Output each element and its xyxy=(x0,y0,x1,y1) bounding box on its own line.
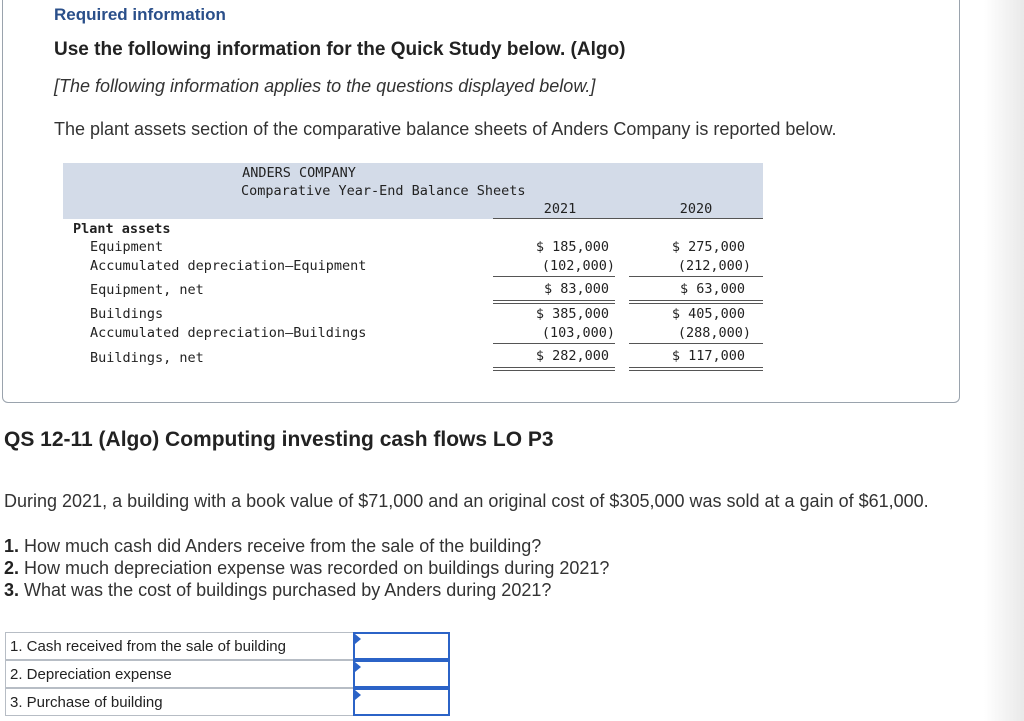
row-label: Accumulated depreciation—Equipment xyxy=(90,258,367,274)
row-value-2021: (102,000) xyxy=(541,258,615,274)
question-number: 2. xyxy=(4,558,20,578)
row-value-2021: $ 385,000 xyxy=(535,306,609,322)
subtotal-rule xyxy=(629,343,763,344)
total-rule xyxy=(629,370,763,371)
company-name: ANDERS COMPANY xyxy=(242,165,356,181)
input-marker-icon xyxy=(355,662,361,672)
question-text: How much depreciation expense was recorded on buildings during 2021? xyxy=(24,558,610,578)
subtotal-rule xyxy=(629,276,763,277)
total-rule xyxy=(493,300,615,301)
applies-note: [The following information applies to the questions displayed below.] xyxy=(54,76,596,96)
question-number: 3. xyxy=(4,580,20,600)
row-value-2020: (288,000) xyxy=(677,325,751,341)
input-marker-icon xyxy=(355,634,361,644)
total-rule xyxy=(493,370,615,371)
row-value-2020: $ 275,000 xyxy=(671,239,745,255)
answer-label: 3. Purchase of building xyxy=(5,688,353,716)
answer-label: 2. Depreciation expense xyxy=(5,660,353,688)
subtotal-rule xyxy=(493,276,615,277)
question-text: How much cash did Anders receive from the sale of the building? xyxy=(24,536,542,556)
question-title: QS 12-11 (Algo) Computing investing cash flows LO P3 xyxy=(4,428,554,451)
year-2020-header: 2020 xyxy=(679,201,713,217)
purchase-of-building-input[interactable] xyxy=(353,688,450,716)
row-value-2020: $ 117,000 xyxy=(671,348,745,364)
row-value-2021: (103,000) xyxy=(541,325,615,341)
answer-row xyxy=(5,688,450,716)
subtotal-rule xyxy=(493,343,615,344)
row-label: Buildings, net xyxy=(90,350,204,366)
row-label: Buildings xyxy=(90,306,164,322)
intro-text: The plant assets section of the comparative balance sheets of Anders Company is reported below. xyxy=(54,119,837,139)
row-label: Equipment xyxy=(90,239,164,255)
question-text: What was the cost of buildings purchased by Anders during 2021? xyxy=(24,580,552,600)
answer-row xyxy=(5,632,450,660)
question-item xyxy=(4,536,541,557)
total-rule xyxy=(629,367,763,368)
total-rule xyxy=(493,367,615,368)
page-edge-shade xyxy=(984,0,1024,721)
row-label: Equipment, net xyxy=(90,282,204,298)
instructions-heading: Use the following information for the Quick Study below. (Algo) xyxy=(54,39,626,60)
cash-received-input[interactable] xyxy=(353,632,450,660)
plant-assets-label: Plant assets xyxy=(73,221,171,237)
row-value-2021: $ 282,000 xyxy=(535,348,609,364)
required-information-heading: Required information xyxy=(54,5,226,24)
total-rule xyxy=(493,303,615,304)
answer-label: 1. Cash received from the sale of building xyxy=(5,632,353,660)
balance-sheet-table xyxy=(63,163,763,373)
year-2021-header: 2021 xyxy=(543,201,577,217)
row-value-2020: (212,000) xyxy=(677,258,751,274)
row-value-2020: $ 63,000 xyxy=(679,281,745,297)
question-item xyxy=(4,558,609,579)
total-rule xyxy=(629,300,763,301)
row-value-2021: $ 185,000 xyxy=(535,239,609,255)
answer-row xyxy=(5,660,450,688)
row-value-2020: $ 405,000 xyxy=(671,306,745,322)
question-scenario: During 2021, a building with a book value of $71,000 and an original cost of $305,000 was sold at a gain of $61,000. xyxy=(4,491,929,511)
header-rule xyxy=(493,218,763,219)
balance-sheet-title: Comparative Year-End Balance Sheets xyxy=(241,183,526,199)
question-number: 1. xyxy=(4,536,20,556)
input-marker-icon xyxy=(355,690,361,700)
row-label: Accumulated depreciation—Buildings xyxy=(90,325,367,341)
question-item xyxy=(4,580,551,601)
depreciation-expense-input[interactable] xyxy=(353,660,450,688)
total-rule xyxy=(629,303,763,304)
row-value-2021: $ 83,000 xyxy=(543,281,609,297)
